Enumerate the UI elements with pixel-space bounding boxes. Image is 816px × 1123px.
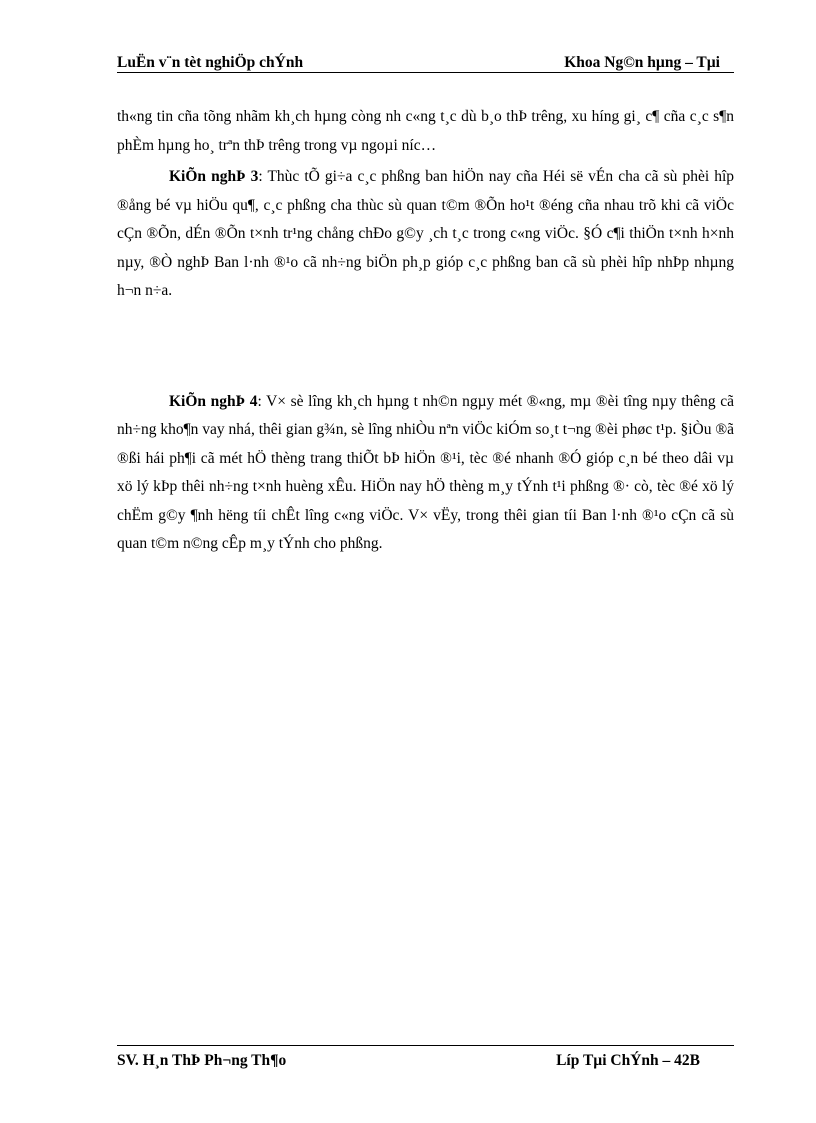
recommendation-3-text: : Thùc tÕ gi÷a c¸c phßng ban hiÖn nay cña Héi së vÉn cha cã sù phèi hîp ®ång bé vµ hiÖu qu¶, c¸c phßng cha thùc sù quan t©m ®Õn ho¹t ®éng cña nhau trõ khi cã viÖc cÇn ®Õn, dÉn ®Õn t×nh tr¹ng chång chÐo g©y ¸ch t¸c trong c«ng viÖc. §Ó c¶i thiÖn t×nh h×nh nµy, ®Ò nghÞ Ban l·nh ®¹o cã nh÷ng biÖn ph¸p gióp c¸c phßng ban cã sù phèi hîp nhÞp nhµng h¬n n÷a. <box>117 168 734 299</box>
page-content <box>117 103 734 559</box>
paragraph-1: th«ng tin cña tõng nhãm kh¸ch hµng còng nh c«ng t¸c dù b¸o thÞ trêng, xu híng gi¸ c¶ cña c¸c s¶n phÈm hµng ho¸ trªn thÞ trêng trong vµ ngoµi níc… <box>117 108 734 154</box>
header-right-text: Khoa Ng©n hµng – Tµi <box>564 54 720 71</box>
page-footer <box>117 1045 734 1072</box>
recommendation-4-text: : V× sè lîng kh¸ch hµng t nh©n ngµy mét ®«ng, mµ ®èi tîng nµy thêng cã nh÷ng kho¶n vay nhá, thêi gian g¾n, sè lîng nhiÒu nªn viÖc kiÓm so¸t t¬ng ®èi phøc t¹p. §iÒu ®ã ®ßi hái ph¶i cã mét hÖ thèng trang thiÕt bÞ hiÖn ®¹i, tèc ®é nhanh ®Ó gióp c¸n bé theo dâi vµ xö lý kÞp thêi nh÷ng t×nh huèng xÊu. HiÖn nay hÖ thèng m¸y tÝnh t¹i phßng ®· cò, tèc ®é xö lý chËm g©y ¶nh hëng tíi chÊt lîng c«ng viÖc. V× vËy, trong thêi gian tíi Ban l·nh ®¹o cÇn cã sù quan t©m n©ng cÊp m¸y tÝnh cho phßng. <box>117 392 734 552</box>
page-header <box>117 53 734 73</box>
footer-author: SV. H¸n ThÞ Ph¬ng Th¶o <box>117 1052 287 1069</box>
footer-class: Líp Tµi ChÝnh – 42B <box>556 1052 700 1069</box>
recommendation-4-label: KiÕn nghÞ 4 <box>169 392 258 410</box>
recommendation-3-label: KiÕn nghÞ 3 <box>169 168 259 185</box>
paragraph-recommendation-4 <box>117 388 734 559</box>
paragraph-recommendation-3 <box>117 163 734 306</box>
header-left-text: LuËn v¨n tèt nghiÖp chÝnh <box>117 54 304 71</box>
